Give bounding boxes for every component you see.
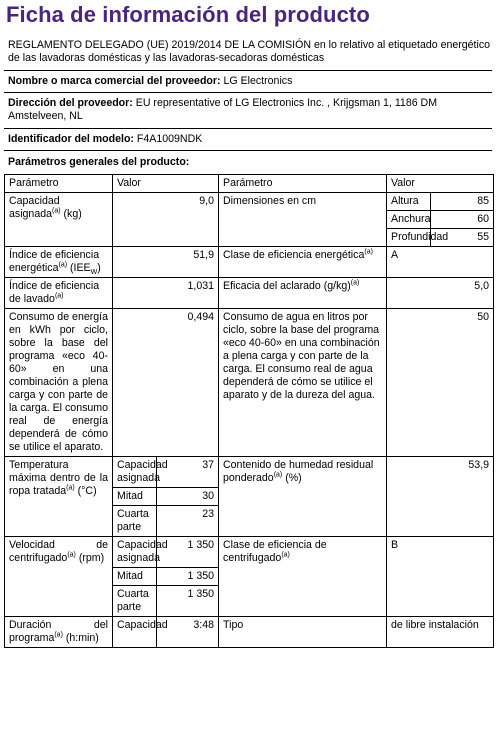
type-label: Tipo [219,617,387,648]
table-row [5,537,494,568]
spin-class-value: B [387,537,494,617]
energy-consumption-value: 0,494 [113,309,219,457]
rinse-value: 5,0 [387,278,494,309]
model-label: Identificador del modelo: [8,133,134,145]
supplier-value: LG Electronics [223,75,293,87]
type-value: de libre instalación [387,617,494,648]
supplier-label: Nombre o marca comercial del proveedor: [8,75,221,87]
spin-speed-label: Velocidad de centrifugado$^{(a)}$ (rpm) [5,537,113,617]
duration-rated-label: Capacidad [113,617,157,648]
temp-quarter-value: 23 [157,506,219,537]
width-label: Anchura [387,211,431,229]
address-label: Dirección del proveedor: [8,97,133,109]
spin-rated-value: 1 350 [157,537,219,568]
header-valor: Valor [113,175,219,193]
dimensions-label: Dimensiones en cm [219,193,387,247]
table-row [5,457,494,488]
model-row [8,133,492,146]
spin-quarter-value: 1 350 [157,586,219,617]
page-title: Ficha de información del producto [6,2,370,27]
water-consumption-label: Consumo de agua en litros por ciclo, sobre la base del programa «eco 40-60» en una combinación a plena carga y con parte de la carga. El consumo real de agua dependerá de cómo se utilice el aparato y de la dureza del agua. [219,309,387,457]
eei-label: Índice de eficiencia energética$^{(a)}$ $(IEE_W)$ [5,247,113,278]
temp-quarter-label: Cuarta parte [113,506,157,537]
header-parametro: Parámetro [5,175,113,193]
table-row [5,193,494,211]
general-params-heading: Parámetros generales del producto: [8,156,190,168]
regulation-intro: REGLAMENTO DELEGADO (UE) 2019/2014 DE LA COMISIÓN en lo relativo al etiquetado energético de las lavadoras domésticas y las lavadoras-secadoras domésticas [8,39,491,65]
eei-value: 51,9 [113,247,219,278]
depth-label: Profundidad [387,229,431,247]
header-valor: Valor [387,175,494,193]
height-label: Altura [387,193,431,211]
temp-rated-label: Capacidad asignada [113,457,157,488]
address-row [8,97,492,123]
spin-half-value: 1 350 [157,568,219,586]
capacity-value: 9,0 [113,193,219,247]
supplier-row [8,75,492,88]
moisture-value: 53,9 [387,457,494,537]
wash-index-value: 1,031 [113,278,219,309]
divider [4,128,492,129]
table-row [5,278,494,309]
spin-half-label: Mitad [113,568,157,586]
parameters-table [4,174,494,648]
energy-class-label: Clase de eficiencia energética$^{(a)}$ [219,247,387,278]
depth-value: 55 [431,229,494,247]
spin-rated-label: Capacidad asignada [113,537,157,568]
divider [4,92,492,93]
temp-half-value: 30 [157,488,219,506]
spin-class-label: Clase de eficiencia de centrifugado$^{(a)}$ [219,537,387,617]
temp-half-label: Mitad [113,488,157,506]
header-parametro: Parámetro [219,175,387,193]
energy-class-value: A [387,247,494,278]
address-value: EU representative of LG Electronics Inc. , Krijgsman 1, 1186 DM Amstelveen, NL [8,97,438,122]
spin-quarter-label: Cuarta parte [113,586,157,617]
duration-label: Duración del programa$^{(a)}$ (h:min) [5,617,113,648]
temp-rated-value: 37 [157,457,219,488]
divider [4,70,492,71]
divider [4,150,492,151]
capacity-label: Capacidad asignada$^{(a)}$ (kg) [5,193,113,247]
duration-rated-value: 3:48 [157,617,219,648]
table-row [5,247,494,278]
moisture-label: Contenido de humedad residual ponderado$^{(a)}$ (%) [219,457,387,537]
height-value: 85 [431,193,494,211]
model-value: F4A1009NDK [136,133,203,145]
width-value: 60 [431,211,494,229]
table-row [5,617,494,648]
energy-consumption-label: Consumo de energía en kWh por ciclo, sobre la base del programa «eco 40-60» en una combinación a plena carga y con parte de la carga. El consumo real de energía dependerá de cómo se utilice el aparato. [5,309,113,457]
wash-index-label: Índice de eficiencia de lavado$^{(a)}$ [5,278,113,309]
water-consumption-value: 50 [387,309,494,457]
rinse-label: Eficacia del aclarado $(g/kg)^{(a)}$ [219,278,387,309]
table-header-row [5,175,494,193]
temperature-label: Temperatura máxima dentro de la ropa tratada$^{(a)}$ (°C) [5,457,113,537]
table-row [5,309,494,457]
